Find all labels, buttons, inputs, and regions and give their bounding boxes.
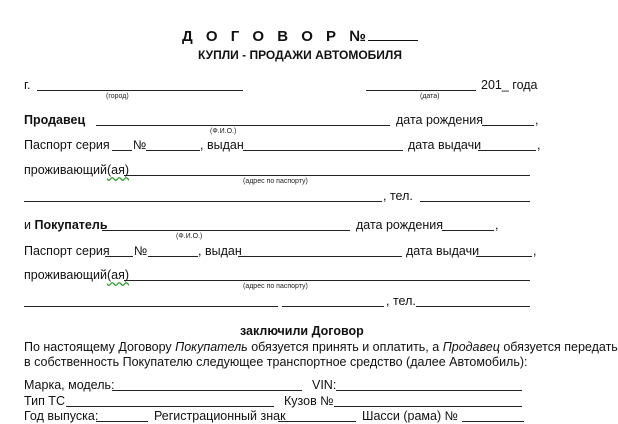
- seller-phone-label: , тел.: [383, 189, 413, 203]
- seller-address-caption: (адрес по паспорту): [243, 178, 308, 185]
- seller-issue-date-field[interactable]: [478, 150, 536, 151]
- agreement-seller: Продавец: [442, 340, 500, 354]
- buyer-phone-field[interactable]: [416, 306, 530, 307]
- buyer-passport-series-field[interactable]: [105, 256, 133, 257]
- agreement-text: обязуется принять и оплатить, а: [247, 340, 443, 354]
- seller-residing-label: [24, 163, 129, 177]
- year-field[interactable]: [96, 421, 148, 422]
- buyer-number-label: №: [134, 244, 148, 258]
- agreement-text: обязуется передать: [499, 340, 618, 354]
- buyer-issued-by-field[interactable]: [238, 256, 402, 257]
- buyer-name-field[interactable]: [102, 230, 350, 231]
- seller-passport-series-field[interactable]: [112, 150, 132, 151]
- year-suffix: 201_ года: [481, 78, 538, 92]
- buyer-passport-label: Паспорт серия: [24, 244, 110, 258]
- seller-issued-by-field[interactable]: [243, 150, 403, 151]
- buyer-address-field-3[interactable]: [282, 306, 384, 307]
- body-number-label: Кузов №: [284, 394, 334, 408]
- body-number-field[interactable]: [334, 406, 522, 407]
- title-text: Д О Г О В О Р: [182, 28, 341, 45]
- buyer-address-field[interactable]: [124, 280, 530, 281]
- buyer-fio-caption: (Ф.И.О.): [176, 233, 203, 240]
- reg-sign-field[interactable]: [278, 421, 356, 422]
- vin-label: VIN:: [312, 378, 337, 392]
- buyer-issue-date-field[interactable]: [476, 256, 532, 257]
- residing-text: проживающий: [24, 163, 107, 177]
- seller-address-field[interactable]: [124, 175, 530, 176]
- seller-birth-date-label: дата рождения: [396, 113, 484, 127]
- buyer-residing-label: [24, 268, 129, 282]
- make-model-label: Марка, модель:: [24, 378, 115, 392]
- buyer-address-caption: (адрес по паспорту): [243, 283, 308, 290]
- seller-issued-by-label: , выдан: [200, 138, 244, 152]
- comma: ,: [535, 113, 539, 127]
- agreement-text: По настоящему Договору: [24, 340, 176, 354]
- buyer-birth-date-field[interactable]: [442, 230, 494, 231]
- buyer-issued-by-label: , выдан: [198, 244, 242, 258]
- contract-number-field[interactable]: [368, 26, 418, 41]
- seller-passport-label: Паспорт серия: [24, 138, 110, 152]
- seller-fio-caption: (Ф.И.О.): [210, 128, 237, 135]
- buyer-address-field-2[interactable]: [24, 306, 278, 307]
- date-caption: (дата): [420, 93, 440, 100]
- seller-label: Продавец: [24, 113, 86, 127]
- chassis-label: Шасси (рама) №: [362, 409, 459, 423]
- date-field[interactable]: [366, 90, 476, 91]
- buyer-birth-date-label: дата рождения: [356, 218, 444, 232]
- vehicle-type-field[interactable]: [66, 406, 274, 407]
- document-title: [0, 26, 600, 45]
- agreement-line-1: [24, 340, 618, 354]
- agreement-buyer: Покупатель: [175, 340, 248, 354]
- buyer-row: [24, 218, 108, 232]
- title-number-sign: №: [349, 28, 366, 45]
- year-label: Год выпуска:: [24, 409, 99, 423]
- buyer-prefix: и: [24, 218, 31, 232]
- seller-phone-field[interactable]: [420, 201, 530, 202]
- buyer-label: Покупатель: [34, 218, 108, 232]
- residing-suffix: (ая): [106, 163, 129, 177]
- vehicle-type-label: Тип ТС: [24, 394, 65, 408]
- seller-issue-date-label: дата выдачи: [408, 138, 482, 152]
- buyer-phone-label: , тел.: [386, 294, 416, 308]
- vin-field[interactable]: [336, 390, 522, 391]
- buyer-passport-number-field[interactable]: [148, 256, 198, 257]
- chassis-field[interactable]: [462, 421, 524, 422]
- comma: ,: [495, 218, 499, 232]
- agreement-line-2: в собственность Покупателю следующее транспортное средство (далее Автомобиль):: [24, 355, 528, 369]
- buyer-issue-date-label: дата выдачи: [406, 244, 480, 258]
- seller-birth-date-field[interactable]: [482, 125, 534, 126]
- city-field[interactable]: [37, 90, 243, 91]
- residing-text: проживающий: [24, 268, 107, 282]
- seller-passport-number-field[interactable]: [146, 150, 200, 151]
- comma: ,: [533, 244, 537, 258]
- seller-number-label: №: [133, 138, 147, 152]
- seller-name-field[interactable]: [96, 125, 390, 126]
- residing-suffix: (ая): [106, 268, 129, 282]
- agreement-heading: заключили Договор: [240, 324, 364, 338]
- city-caption: (город): [106, 93, 129, 100]
- city-prefix: г.: [24, 78, 31, 92]
- seller-address-field-2[interactable]: [24, 201, 382, 202]
- make-model-field[interactable]: [112, 390, 302, 391]
- document-subtitle: КУПЛИ - ПРОДАЖИ АВТОМОБИЛЯ: [198, 48, 402, 62]
- reg-sign-label: Регистрационный знак: [154, 409, 286, 423]
- comma: ,: [537, 138, 541, 152]
